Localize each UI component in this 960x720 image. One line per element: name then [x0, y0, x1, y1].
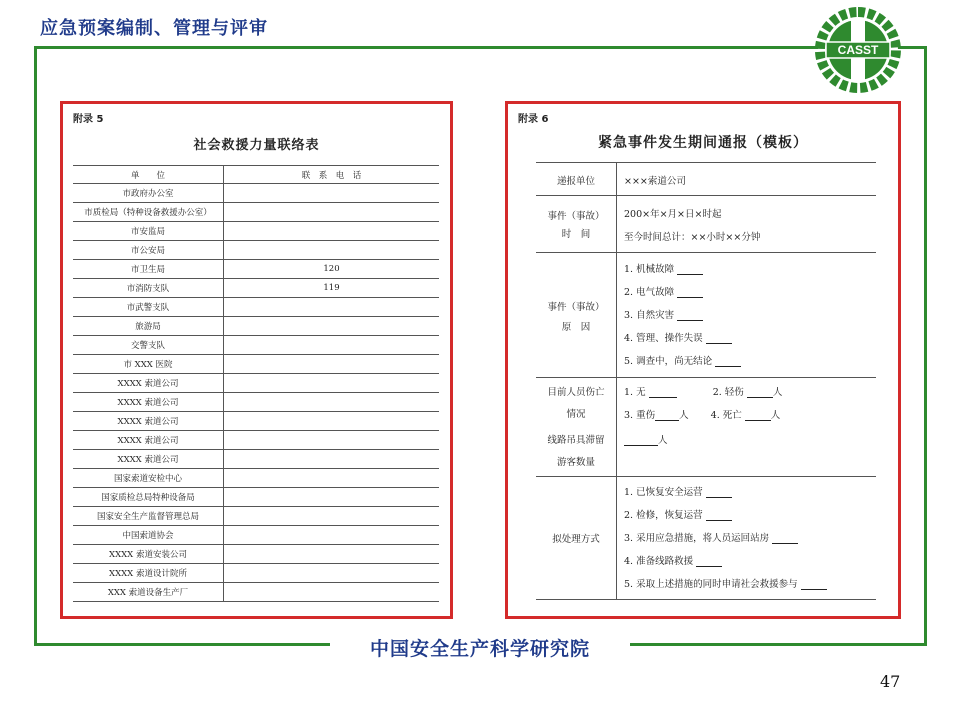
- report-unit-section: [536, 162, 876, 196]
- phone-cell: [224, 431, 440, 450]
- handling-option: 4. 准备线路救援: [624, 553, 722, 567]
- phone-cell: [224, 564, 440, 583]
- cause-section: [536, 253, 876, 378]
- table-row: [73, 203, 439, 222]
- table-row: [73, 507, 439, 526]
- document-title: 紧急事件发生期间通报（模板）: [598, 135, 808, 151]
- page-number: 47: [880, 672, 901, 691]
- handling-option: 5. 采取上述措施的同时申请社会救援参与: [624, 576, 827, 590]
- phone-cell: [224, 526, 440, 545]
- phone-cell: [224, 412, 440, 431]
- unit-cell: XXXX 索道公司: [73, 412, 224, 431]
- table-row: [73, 336, 439, 355]
- section-label: 事件（事故） 原 因: [536, 253, 617, 377]
- appendix-5-document: [60, 101, 453, 619]
- table-row: [73, 564, 439, 583]
- phone-cell: [224, 545, 440, 564]
- section-label: 目前人员伤亡 情况: [536, 378, 617, 428]
- cause-option: 2. 电气故障: [624, 284, 703, 298]
- table-row: [73, 222, 439, 241]
- cause-option: 3. 自然灾害: [624, 307, 703, 321]
- table-row: [73, 583, 439, 602]
- phone-cell: 120: [224, 260, 440, 279]
- appendix-label: 附录 6: [518, 114, 549, 125]
- phone-cell: [224, 184, 440, 203]
- handling-option: 1. 已恢复安全运营: [624, 484, 732, 498]
- casst-logo: [812, 4, 904, 96]
- unit-cell: XXXX 索道公司: [73, 374, 224, 393]
- event-duration: 至今时间总计：××小时××分钟: [624, 232, 761, 243]
- section-label: 递报单位: [536, 163, 617, 195]
- svg-text:CASST: CASST: [837, 43, 879, 57]
- unit-cell: 中国索道协会: [73, 526, 224, 545]
- appendix-6-document: [505, 101, 901, 619]
- section-label: 线路吊具滞留 游客数量: [536, 428, 617, 476]
- slide-title: 应急预案编制、管理与评审: [40, 18, 268, 39]
- unit-cell: 市政府办公室: [73, 184, 224, 203]
- contact-table: [73, 165, 439, 602]
- phone-cell: [224, 203, 440, 222]
- handling-option: 3. 采用应急措施，将人员运回站房: [624, 530, 798, 544]
- unit-cell: XXX 索道设备生产厂: [73, 583, 224, 602]
- unit-cell: 市公安局: [73, 241, 224, 260]
- phone-cell: [224, 507, 440, 526]
- table-row: [73, 298, 439, 317]
- table-row: [73, 545, 439, 564]
- unit-cell: XXXX 索道公司: [73, 393, 224, 412]
- unit-cell: 市质检局（特种设备救援办公室）: [73, 203, 224, 222]
- casualty-section: [536, 378, 876, 428]
- table-row: [73, 526, 439, 545]
- event-start-time: 200×年×月×日×时起: [624, 209, 722, 220]
- table-row: [73, 374, 439, 393]
- unit-cell: 旅游局: [73, 317, 224, 336]
- table-row: [73, 412, 439, 431]
- section-label: 拟处理方式: [536, 477, 617, 599]
- unit-cell: 交警支队: [73, 336, 224, 355]
- unit-cell: XXXX 索道公司: [73, 431, 224, 450]
- cause-option: 1. 机械故障: [624, 261, 703, 275]
- phone-cell: [224, 450, 440, 469]
- appendix-label: 附录 5: [73, 114, 104, 125]
- unit-cell: 市消防支队: [73, 279, 224, 298]
- unit-cell: 国家质检总局特种设备局: [73, 488, 224, 507]
- unit-cell: 市卫生局: [73, 260, 224, 279]
- report-form: [536, 162, 876, 600]
- phone-cell: [224, 583, 440, 602]
- phone-cell: [224, 374, 440, 393]
- table-row: [73, 469, 439, 488]
- phone-cell: [224, 488, 440, 507]
- unit-cell: XXXX 索道设计院所: [73, 564, 224, 583]
- report-unit-value: ×××索道公司: [624, 176, 686, 187]
- casualty-row-2: 3. 重伤 人 4. 死亡 人: [624, 410, 781, 421]
- phone-cell: [224, 298, 440, 317]
- stranded-count: 人: [624, 432, 668, 446]
- unit-cell: 国家索道安检中心: [73, 469, 224, 488]
- phone-cell: [224, 355, 440, 374]
- table-header-row: [73, 166, 439, 184]
- handling-option: 2. 检修，恢复运营: [624, 507, 732, 521]
- handling-section: [536, 477, 876, 600]
- unit-cell: 国家安全生产监督管理总局: [73, 507, 224, 526]
- unit-cell: XXXX 索道公司: [73, 450, 224, 469]
- column-header-unit: 单 位: [73, 166, 224, 184]
- phone-cell: [224, 469, 440, 488]
- casualty-row-1: 1. 无 2. 轻伤 人: [624, 387, 783, 398]
- phone-cell: [224, 317, 440, 336]
- column-header-phone: 联 系 电 话: [224, 166, 440, 184]
- section-label: 事件（事故） 时 间: [536, 196, 617, 252]
- phone-cell: [224, 336, 440, 355]
- phone-cell: [224, 393, 440, 412]
- footer-org: 中国安全生产科学研究院: [369, 638, 590, 660]
- stranded-section: [536, 428, 876, 477]
- unit-cell: XXXX 索道安装公司: [73, 545, 224, 564]
- phone-cell: 119: [224, 279, 440, 298]
- table-row: [73, 279, 439, 298]
- table-row: [73, 450, 439, 469]
- document-title: 社会救援力量联络表: [193, 138, 320, 153]
- unit-cell: 市安监局: [73, 222, 224, 241]
- unit-cell: 市 XXX 医院: [73, 355, 224, 374]
- table-row: [73, 488, 439, 507]
- cause-option: 4. 管理、操作失误: [624, 330, 732, 344]
- cause-option: 5. 调查中，尚无结论: [624, 353, 741, 367]
- table-row: [73, 355, 439, 374]
- table-row: [73, 317, 439, 336]
- table-row: [73, 184, 439, 203]
- table-row: [73, 260, 439, 279]
- event-time-section: [536, 196, 876, 253]
- table-row: [73, 241, 439, 260]
- table-row: [73, 431, 439, 450]
- unit-cell: 市武警支队: [73, 298, 224, 317]
- phone-cell: [224, 222, 440, 241]
- phone-cell: [224, 241, 440, 260]
- table-row: [73, 393, 439, 412]
